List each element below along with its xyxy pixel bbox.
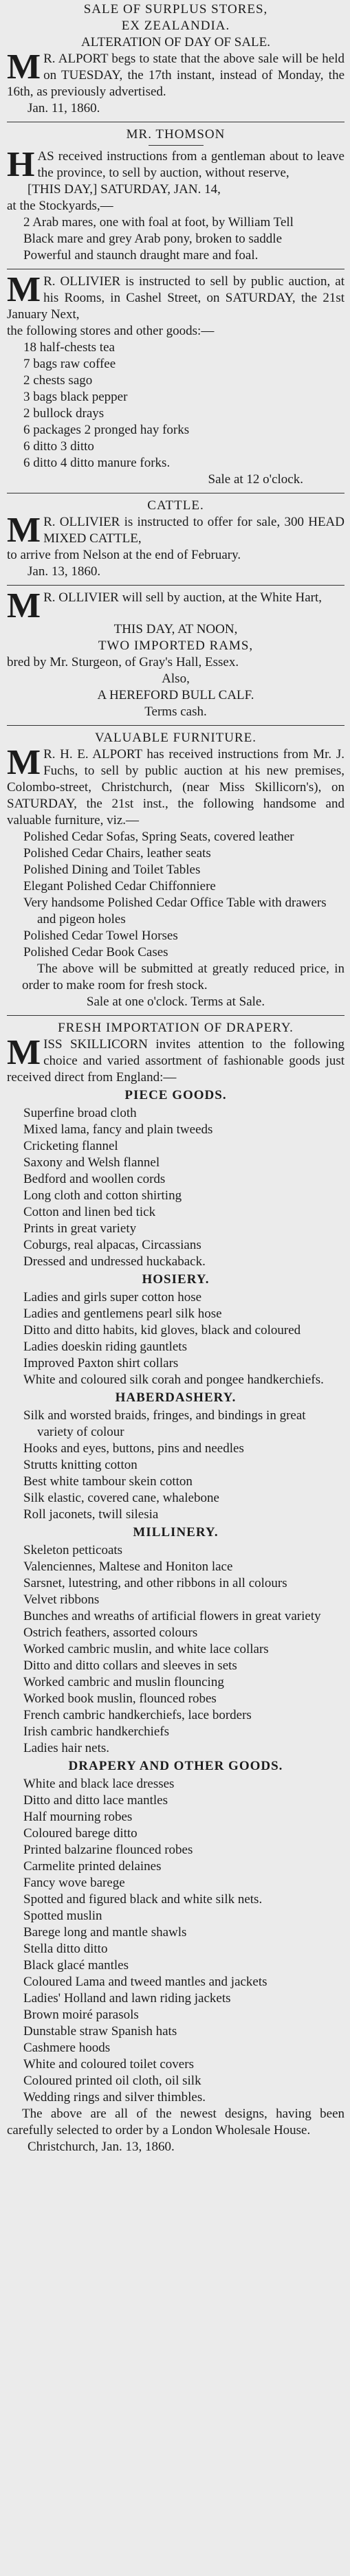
list-item: Worked cambric and muslin flouncing [23, 1675, 224, 1689]
list-item: Ditto and ditto collars and sleeves in sets [23, 1658, 237, 1673]
ad-tail: to arrive from Nelson at the end of February. [7, 548, 241, 562]
ad-date: Jan. 11, 1860. [28, 101, 100, 115]
list-item: Spotted and figured black and white silk nets. [23, 1892, 263, 1907]
list-item: Roll jaconets, twill silesia [23, 1507, 159, 1522]
ad-terms: Terms cash. [144, 704, 207, 719]
list-item: Ditto and ditto habits, kid gloves, black and coloured [23, 1323, 301, 1337]
ad-body: MISS SKILLICORN invites attention to the following choice and varied assortment of fashionable goods just received direct from England:— [7, 1033, 344, 1085]
list-item: Ladies doeskin riding gauntlets [23, 1340, 187, 1354]
ad-date: Christchurch, Jan. 13, 1860. [28, 2140, 175, 2154]
list-item: Cashmere hoods [23, 2041, 111, 2055]
sale-time: Sale at one o'clock. Terms at Sale. [86, 995, 265, 1009]
ad-when: [THIS DAY,] SATURDAY, JAN. 14, [28, 182, 221, 197]
section-title: HABERDASHERY. [115, 1390, 237, 1405]
section-title: DRAPERY AND OTHER GOODS. [68, 1759, 283, 1773]
list-item: Cricketing flannel [23, 1139, 118, 1153]
ad-title: SALE OF SURPLUS STORES, [83, 2, 268, 16]
list-item: Brown moiré parasols [23, 2008, 139, 2022]
section-title: HOSIERY. [142, 1272, 210, 1287]
drop-cap: M [7, 511, 41, 550]
list-item: Silk elastic, covered cane, whalebone [23, 1491, 219, 1505]
ad-date: Jan. 13, 1860. [28, 564, 101, 579]
list-item: Coloured barege ditto [23, 1826, 138, 1841]
list-item: Barege long and mantle shawls [23, 1925, 187, 1940]
list-item: Coloured Lama and tweed mantles and jackets [23, 1975, 267, 1989]
ollivier-stores-ad [7, 270, 344, 488]
list-item: 6 ditto 4 ditto manure forks. [23, 456, 171, 470]
list-item: White and coloured silk corah and pongee handkerchiefs. [23, 1373, 324, 1387]
ad-subtitle: EX ZEALANDIA. [121, 19, 230, 33]
ad-calf: A HEREFORD BULL CALF. [97, 688, 254, 702]
drop-cap: M [7, 1033, 41, 1072]
list-item: Dunstable straw Spanish hats [23, 2024, 177, 2039]
list-item: Printed balzarine flounced robes [23, 1843, 193, 1857]
list-item: Powerful and staunch draught mare and foal. [23, 248, 259, 263]
ad-heading: ALTERATION OF DAY OF SALE. [81, 35, 270, 49]
list-item: Polished Cedar Towel Horses [23, 929, 178, 943]
ad-body: M R. H. E. ALPORT has received instructions from Mr. J. Fuchs, to sell by public auction at his new premises, Colombo-street, Christchurch, (near Miss Skillicorn's), on SATURDAY, the 21st inst., the following handsome and valuable furniture, viz.— [7, 743, 344, 828]
list-item: Saxony and Welsh flannel [23, 1155, 160, 1170]
divider [7, 725, 344, 726]
list-item: Improved Paxton shirt collars [23, 1356, 179, 1370]
sale-time: Sale at 12 o'clock. [208, 472, 303, 487]
furniture-ad [7, 730, 344, 1010]
list-item: 18 half-chests tea [23, 340, 115, 355]
rams-ad [7, 586, 344, 720]
list-item: 2 chests sago [23, 373, 93, 388]
ad-where: at the Stockyards,— [7, 199, 113, 213]
list-item: 6 packages 2 pronged hay forks [23, 423, 190, 437]
list-item: Ditto and ditto lace mantles [23, 1793, 168, 1808]
ad-heading: VALUABLE FURNITURE. [94, 731, 257, 745]
list-item: Black mare and grey Arab pony, broken to saddle [23, 232, 283, 246]
list-item: Spotted muslin [23, 1909, 102, 1923]
list-item: Mixed lama, fancy and plain tweeds [23, 1122, 213, 1137]
list-item: 2 Arab mares, one with foal at foot, by William Tell [23, 215, 294, 230]
list-item: White and coloured toilet covers [23, 2057, 194, 2072]
list-item: Elegant Polished Cedar Chiffonniere [23, 879, 216, 893]
ad-intro: the following stores and other goods:— [7, 324, 215, 338]
list-item: Superfine broad cloth [23, 1106, 137, 1120]
list-item: Bunches and wreaths of artificial flowers in great variety [23, 1609, 321, 1623]
list-item: Worked cambric muslin, and white lace collars [23, 1642, 269, 1656]
list-item: Ladies and girls super cotton hose [23, 1290, 202, 1304]
list-item: Strutts knitting cotton [23, 1458, 138, 1472]
list-item: Coloured printed oil cloth, oil silk [23, 2074, 201, 2088]
ad-what: TWO IMPORTED RAMS, [98, 639, 254, 653]
list-item: Coburgs, real alpacas, Circassians [23, 1238, 201, 1252]
list-item: Carmelite printed delaines [23, 1859, 162, 1874]
ad-heading: FRESH IMPORTATION OF DRAPERY. [58, 1021, 294, 1035]
ad-heading: CATTLE. [147, 498, 204, 513]
ad-note: The above are all of the newest designs, having been carefully selected to order by a London Wholesale House. [7, 2107, 344, 2138]
list-item: Dressed and undressed huckaback. [23, 1254, 206, 1269]
list-item: Half mourning robes [23, 1810, 133, 1824]
list-item: Long cloth and cotton shirting [23, 1188, 182, 1203]
ad-heading: MR. THOMSON [126, 127, 226, 142]
drop-cap: M [7, 743, 41, 782]
ad-body: M R. ALPORT begs to state that the above sale will be held on TUESDAY, the 17th instant, instead of Monday, the 16th, as previously advertised. [7, 47, 344, 99]
drop-cap: H [7, 145, 35, 184]
cattle-ad [7, 498, 344, 580]
list-item: Polished Cedar Sofas, Spring Seats, covered leather [23, 830, 294, 844]
list-item: Fancy wove barege [23, 1876, 125, 1890]
ad-when: THIS DAY, AT NOON, [113, 622, 238, 636]
list-item: White and black lace dresses [23, 1777, 175, 1791]
list-item: Polished Cedar Chairs, leather seats [23, 846, 211, 860]
divider [7, 1015, 344, 1016]
list-item: Best white tambour skein cotton [23, 1474, 193, 1489]
ad-bred: bred by Mr. Sturgeon, of Gray's Hall, Essex. [7, 655, 239, 669]
list-item: 2 bullock drays [23, 406, 105, 421]
drapery-ad [7, 1020, 344, 2155]
list-item: Velvet ribbons [23, 1592, 100, 1607]
thomson-ad [7, 126, 344, 264]
list-item: Cotton and linen bed tick [23, 1205, 156, 1219]
list-item: Black glacé mantles [23, 1958, 129, 1973]
section-title: PIECE GOODS. [124, 1088, 227, 1102]
list-item: 7 bags raw coffee [23, 357, 116, 371]
list-item: Hooks and eyes, buttons, pins and needles [23, 1441, 244, 1456]
surplus-stores-ad [7, 1, 344, 117]
list-item: Ladies and gentlemens pearl silk hose [23, 1307, 222, 1321]
list-item: Worked book muslin, flounced robes [23, 1691, 217, 1706]
drop-cap: M [7, 47, 41, 87]
ad-body: M R. OLLIVIER is instructed to sell by public auction, at his Rooms, in Cashel Street, on SATURDAY, the 21st January Next, [7, 270, 344, 322]
short-rule [149, 145, 204, 146]
list-item: Ladies' Holland and lawn riding jackets [23, 1991, 231, 2006]
drop-cap: M [7, 586, 41, 625]
list-item: Stella ditto ditto [23, 1942, 108, 1956]
list-item: Polished Dining and Toilet Tables [23, 863, 201, 877]
list-item: Polished Cedar Book Cases [23, 945, 168, 959]
ad-body: M R. OLLIVIER is instructed to offer for sale, 300 HEAD MIXED CATTLE, [7, 511, 344, 550]
list-item: Silk and worsted braids, fringes, and bindings in great variety of colour [23, 1408, 306, 1439]
list-item: Sarsnet, lutestring, and other ribbons in all colours [23, 1576, 287, 1590]
list-item: French cambric handkerchiefs, lace borders [23, 1708, 252, 1722]
list-item: 6 ditto 3 ditto [23, 439, 94, 454]
list-item: Bedford and woollen cords [23, 1172, 166, 1186]
list-item: Valenciennes, Maltese and Honiton lace [23, 1559, 233, 1574]
list-item: Prints in great variety [23, 1221, 137, 1236]
list-item: Very handsome Polished Cedar Office Table with drawers and pigeon holes [23, 896, 327, 926]
ad-body: HAS received instructions from a gentleman about to leave the province, to sell by auction, without reserve, [7, 145, 344, 184]
drop-cap: M [7, 270, 41, 309]
ad-body: M R. OLLIVIER will sell by auction, at the White Hart, [7, 586, 322, 625]
section-title: MILLINERY. [133, 1525, 219, 1540]
list-item: 3 bags black pepper [23, 390, 128, 404]
ad-note: The above will be submitted at greatly reduced price, in order to make room for fresh stock. [22, 962, 344, 992]
list-item: Ostrich feathers, assorted colours [23, 1625, 198, 1640]
ad-also: Also, [162, 671, 190, 686]
list-item: Ladies hair nets. [23, 1741, 110, 1755]
list-item: Wedding rings and silver thimbles. [23, 2090, 206, 2105]
list-item: Irish cambric handkerchiefs [23, 1724, 170, 1739]
divider [7, 585, 344, 586]
list-item: Skeleton petticoats [23, 1543, 123, 1557]
